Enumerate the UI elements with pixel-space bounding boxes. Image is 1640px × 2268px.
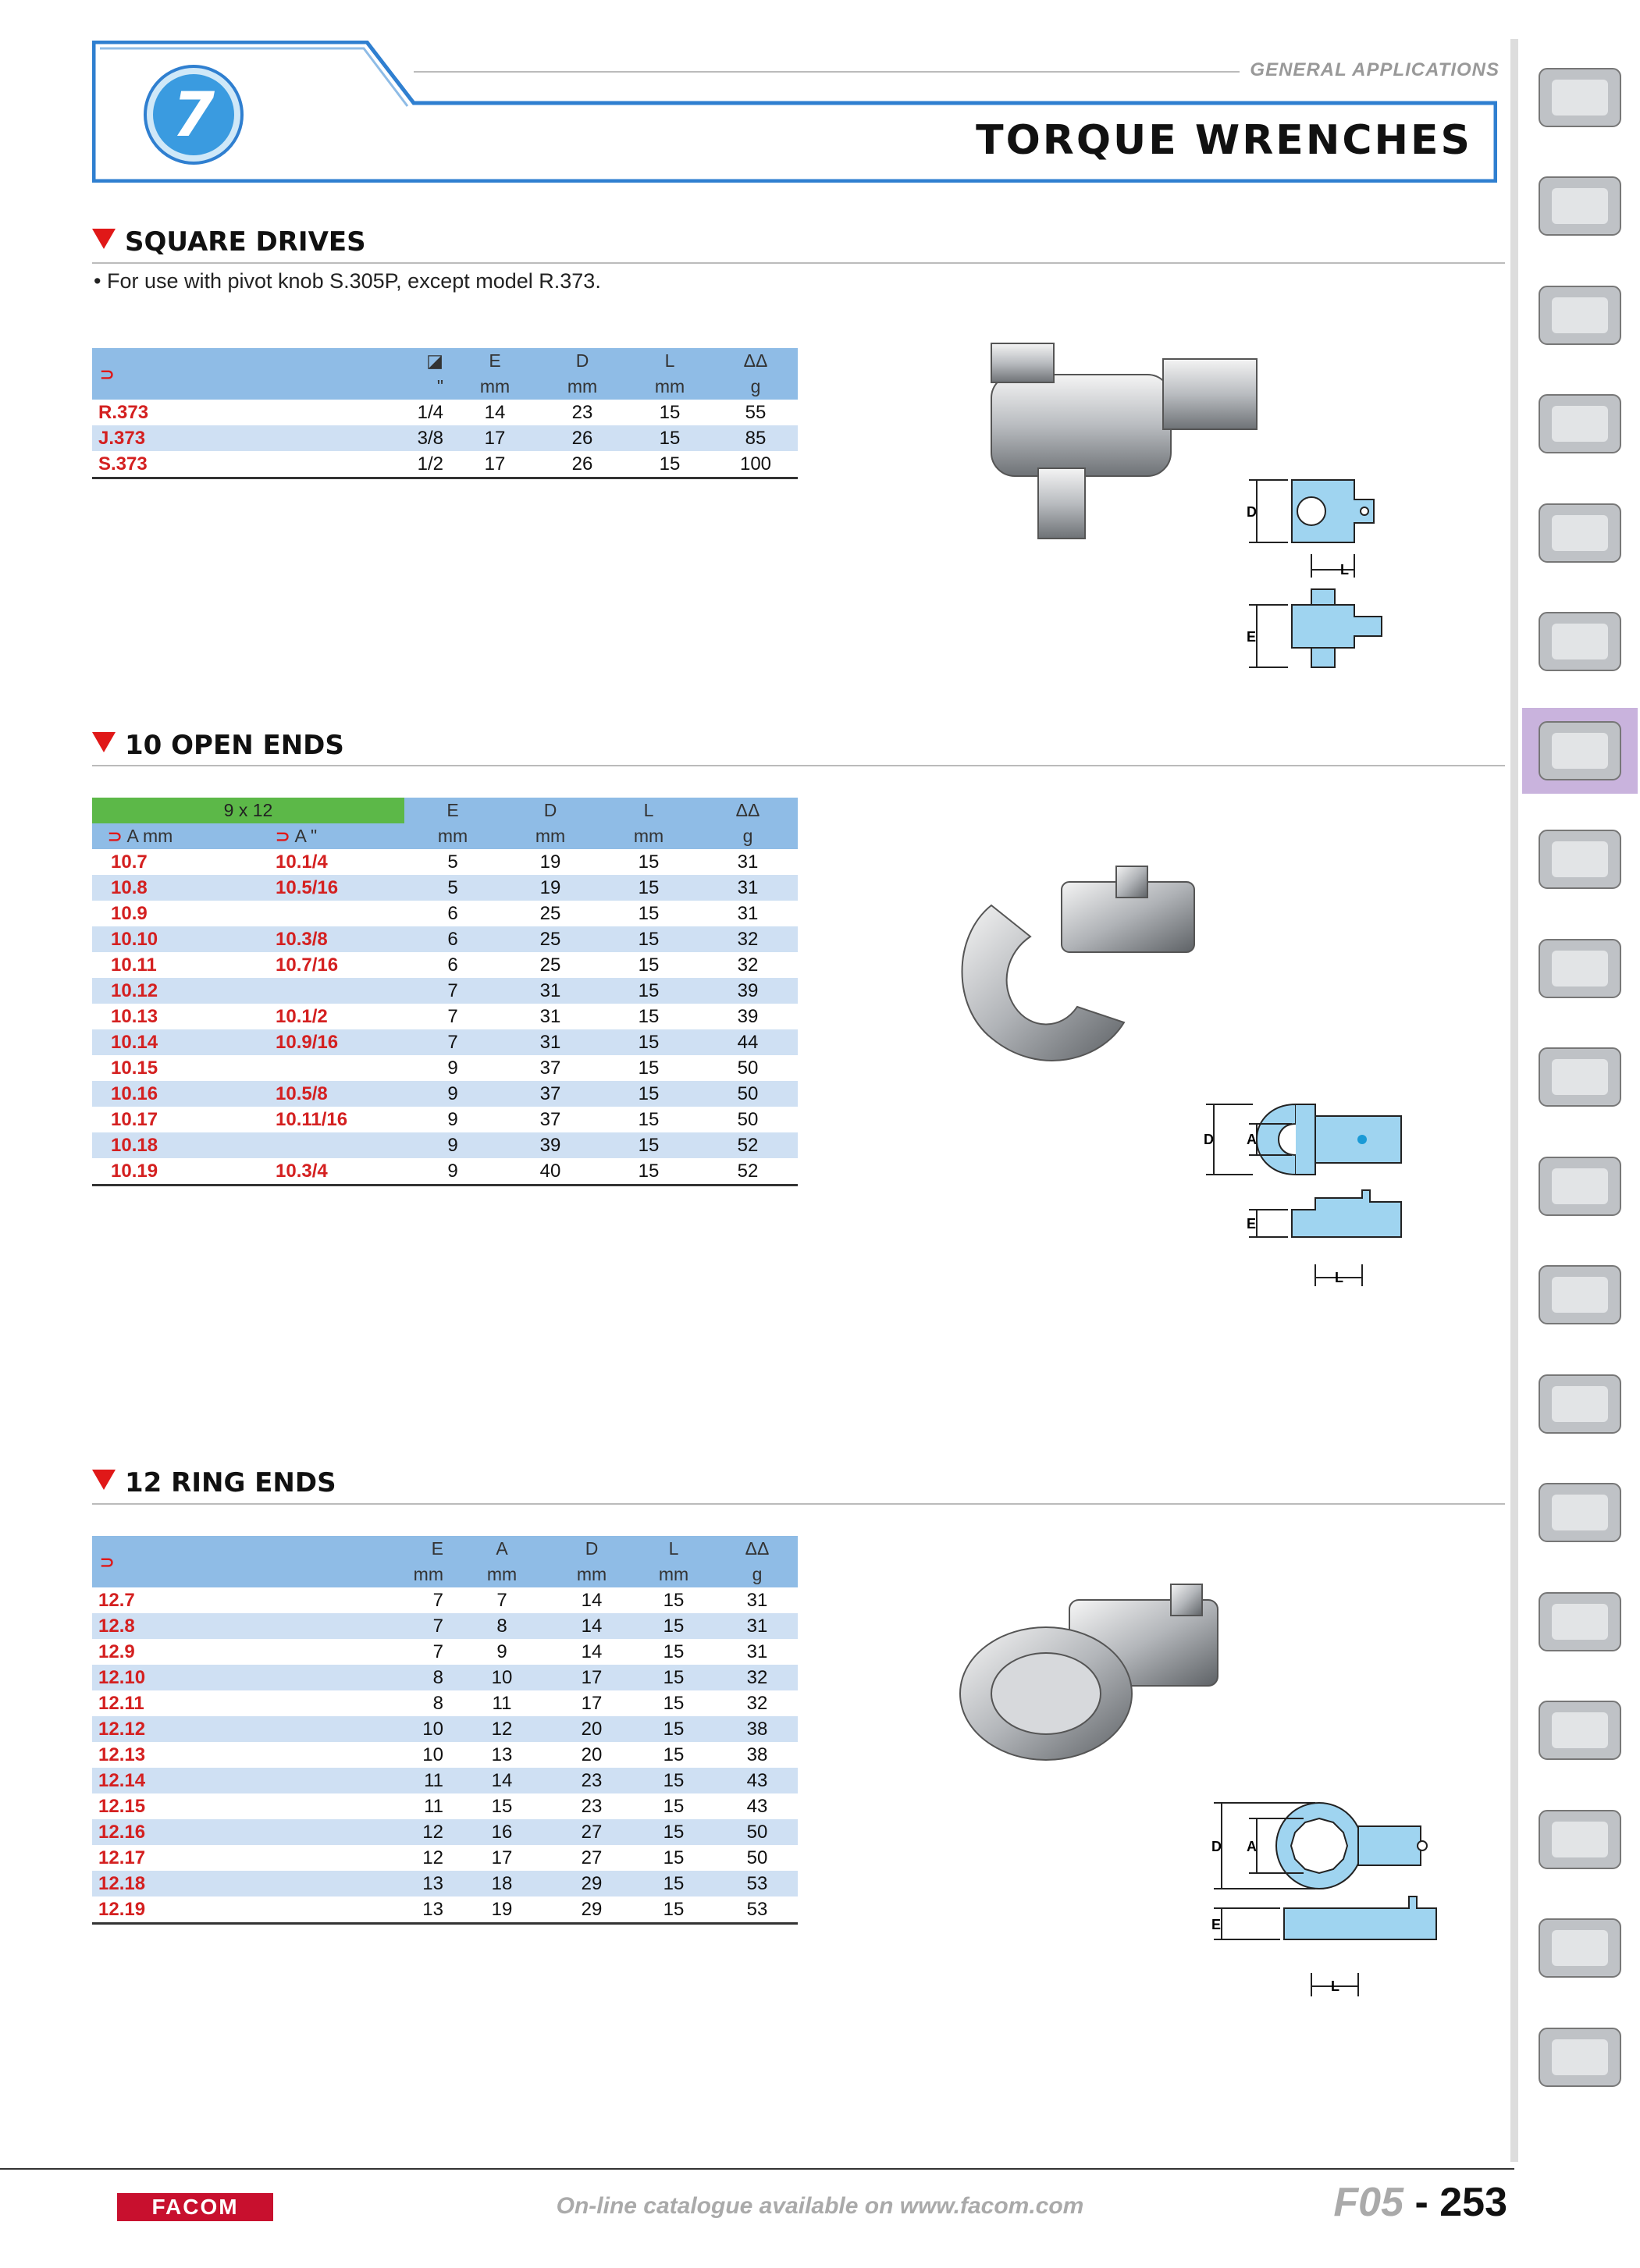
section-triangle-icon [92, 732, 116, 752]
table-row: 12.13 10 13 20 15 38 [98, 1744, 768, 1765]
electrical-icon[interactable] [1522, 1797, 1638, 1882]
socket-icon[interactable] [1522, 599, 1638, 684]
workbench-icon[interactable] [1522, 55, 1638, 140]
svg-text:A: A [1247, 1839, 1257, 1854]
reference-inch-header: ⊃ A " [276, 826, 318, 846]
reference-icon: ⊃ [100, 1552, 115, 1572]
svg-text:A: A [1247, 1132, 1257, 1147]
group-label: 9 x 12 [92, 798, 404, 823]
page-number: F05 - 253 [1333, 2180, 1507, 2225]
svg-text:L: L [1331, 1978, 1339, 1994]
ring-ends-table: ⊃ E A D L ΔΔ mm mm mm mm g 12.7 7 7 14 15 31 12.8 7 8 14 15 31 12.9 7 9 14 15 31 12.10 8 10 17 15 32 12.11 8 11 17 15 32 12.12 10 12 20 15 38 12.13 10 13 20 15 38 12.14 11 14 23 15 43 12.15 11 15 23 15 43 12.16 12 16 27 15 50 12.17 12 17 27 15 50 12.18 13 18 29 15 53 12.19 13 19 29 15 53 [92, 1536, 798, 1925]
table-row: 10.11 10.7/16 6 25 15 32 [111, 954, 759, 976]
footer-divider [0, 2168, 1514, 2170]
screwdriver-icon[interactable] [1522, 816, 1638, 902]
svg-text:L: L [1335, 1270, 1343, 1285]
svg-text:D: D [1247, 504, 1257, 520]
section-title-ring-ends: 12 RING ENDS [92, 1467, 336, 1498]
table-row: 12.12 10 12 20 15 38 [92, 1716, 798, 1742]
header-subtitle: GENERAL APPLICATIONS [1250, 59, 1499, 80]
weight-icon: ΔΔ [743, 350, 768, 371]
table-row: S.373 1/2 17 26 15 100 [98, 453, 772, 475]
table-row: 10.18 9 39 15 52 [92, 1132, 798, 1158]
svg-text:D: D [1204, 1132, 1214, 1147]
section-title-open-ends: 10 OPEN ENDS [92, 730, 344, 761]
toolbox-icon[interactable] [1522, 381, 1638, 467]
section-title-square-drives: SQUARE DRIVES [92, 226, 366, 258]
page-title: TORQUE WRENCHES [976, 117, 1472, 164]
table-row: 12.11 8 11 17 15 32 [98, 1692, 768, 1714]
spanner-icon[interactable] [1522, 490, 1638, 576]
weight-icon: ΔΔ [735, 800, 760, 820]
impact-wrench-icon[interactable] [1522, 1470, 1638, 1555]
torque-wrench-icon[interactable] [1522, 708, 1638, 794]
table-row: 10.17 10.11/16 9 37 15 50 [111, 1108, 759, 1130]
table-row: 10.13 10.1/2 7 31 15 39 [111, 1005, 759, 1027]
table-row: 10.9 6 25 15 31 [111, 902, 759, 924]
table-row: 10.16 10.5/8 9 37 15 50 [92, 1081, 798, 1107]
section-triangle-icon [92, 1470, 116, 1490]
car-icon[interactable] [1522, 2014, 1638, 2100]
open-end-photo [945, 851, 1210, 1093]
hammer-icon[interactable] [1522, 1143, 1638, 1229]
table-row: 10.8 10.5/16 5 19 15 31 [92, 875, 798, 901]
table-row: 10.7 10.1/4 5 19 15 31 [111, 851, 759, 873]
table-row: 12.8 7 8 14 15 31 [92, 1613, 798, 1639]
open-ends-table: 9 x 12 E D L ΔΔ ⊃ A mm ⊃ A " mm mm mm g 10.7 10.1/4 5 19 15 31 10.8 10.5/16 5 19 15 31 10.9 6 25 15 31 10.10 10.3/8 6 25 15 32 10.11 10.7/16 6 25 15 32 10.12 7 31 15 39 10.13 10.1/2 7 31 15 39 10.14 10.9/16 7 31 15 44 10.15 9 37 15 50 10.16 10.5/8 9 37 15 50 10.17 10.11/16 9 37 15 50 10.18 9 39 15 52 10.19 10.3/4 9 40 15 52 [92, 798, 798, 1186]
section-divider [92, 262, 1505, 264]
table-row: 12.7 7 7 14 15 31 [98, 1589, 768, 1611]
catalogue-link-text: On-line catalogue available on www.facom.com [556, 2193, 1084, 2219]
circuit-board-icon[interactable] [1522, 1905, 1638, 1991]
open-end-diagram [1194, 1093, 1444, 1288]
svg-text:E: E [1247, 1216, 1257, 1232]
table-row: 12.14 11 14 23 15 43 [92, 1768, 798, 1793]
table-row: 12.18 13 18 29 15 53 [92, 1871, 798, 1897]
table-row: 12.16 12 16 27 15 50 [92, 1819, 798, 1845]
section-triangle-icon [92, 229, 116, 249]
table-row: 12.19 13 19 29 15 53 [98, 1898, 768, 1920]
table-row: 10.10 10.3/8 6 25 15 32 [92, 926, 798, 952]
reference-mm-header: ⊃ A mm [108, 826, 173, 846]
table-row: 12.9 7 9 14 15 31 [98, 1641, 768, 1662]
square-drives-table: ⊃ ◪ E D L ΔΔ " mm mm mm g R.373 1/4 14 23 15 55 J.373 3/8 17 26 15 85 S.373 1/2 17 26 15 100 [92, 348, 798, 479]
weight-icon: ΔΔ [745, 1538, 770, 1559]
ring-end-diagram [1202, 1795, 1452, 2014]
pliers-icon[interactable] [1522, 926, 1638, 1011]
svg-text:L: L [1340, 562, 1349, 578]
table-row: R.373 1/4 14 23 15 55 [98, 401, 767, 423]
table-row: 10.19 10.3/4 9 40 15 52 [111, 1160, 759, 1182]
table-row: 10.15 9 37 15 50 [111, 1057, 759, 1079]
svg-text:D: D [1211, 1839, 1222, 1854]
svg-text:E: E [1247, 629, 1257, 645]
table-row: 12.10 8 10 17 15 32 [92, 1665, 798, 1690]
hacksaw-icon[interactable] [1522, 1252, 1638, 1338]
table-row: 10.14 10.9/16 7 31 15 44 [92, 1029, 798, 1055]
ring-end-photo [945, 1577, 1241, 1787]
puller-icon[interactable] [1522, 1361, 1638, 1447]
tool-cabinet-icon[interactable] [1522, 163, 1638, 249]
section-divider [92, 765, 1505, 766]
usage-note: • For use with pivot knob S.305P, except model R.373. [94, 269, 601, 293]
pipe-wrench-icon[interactable] [1522, 1579, 1638, 1665]
chapter-number: 7 [172, 80, 215, 151]
table-row: 12.17 12 17 27 15 50 [98, 1847, 768, 1868]
table-row: 12.15 11 15 23 15 43 [98, 1795, 768, 1817]
square-drive-photo [945, 328, 1272, 562]
category-sidebar [1510, 39, 1640, 2162]
tape-measure-icon[interactable] [1522, 1034, 1638, 1120]
square-drive-diagram [1237, 468, 1425, 695]
aircraft-icon[interactable] [1522, 1687, 1638, 1773]
table-row: J.373 3/8 17 26 15 85 [92, 425, 798, 451]
svg-text:E: E [1211, 1917, 1222, 1932]
workshop-bench-icon[interactable] [1522, 272, 1638, 358]
reference-icon: ⊃ [100, 364, 115, 384]
section-divider [92, 1503, 1505, 1505]
table-row: 10.12 7 31 15 39 [92, 978, 798, 1004]
square-drive-icon: ◪ [426, 350, 443, 371]
facom-logo: FACOM [117, 2193, 273, 2221]
